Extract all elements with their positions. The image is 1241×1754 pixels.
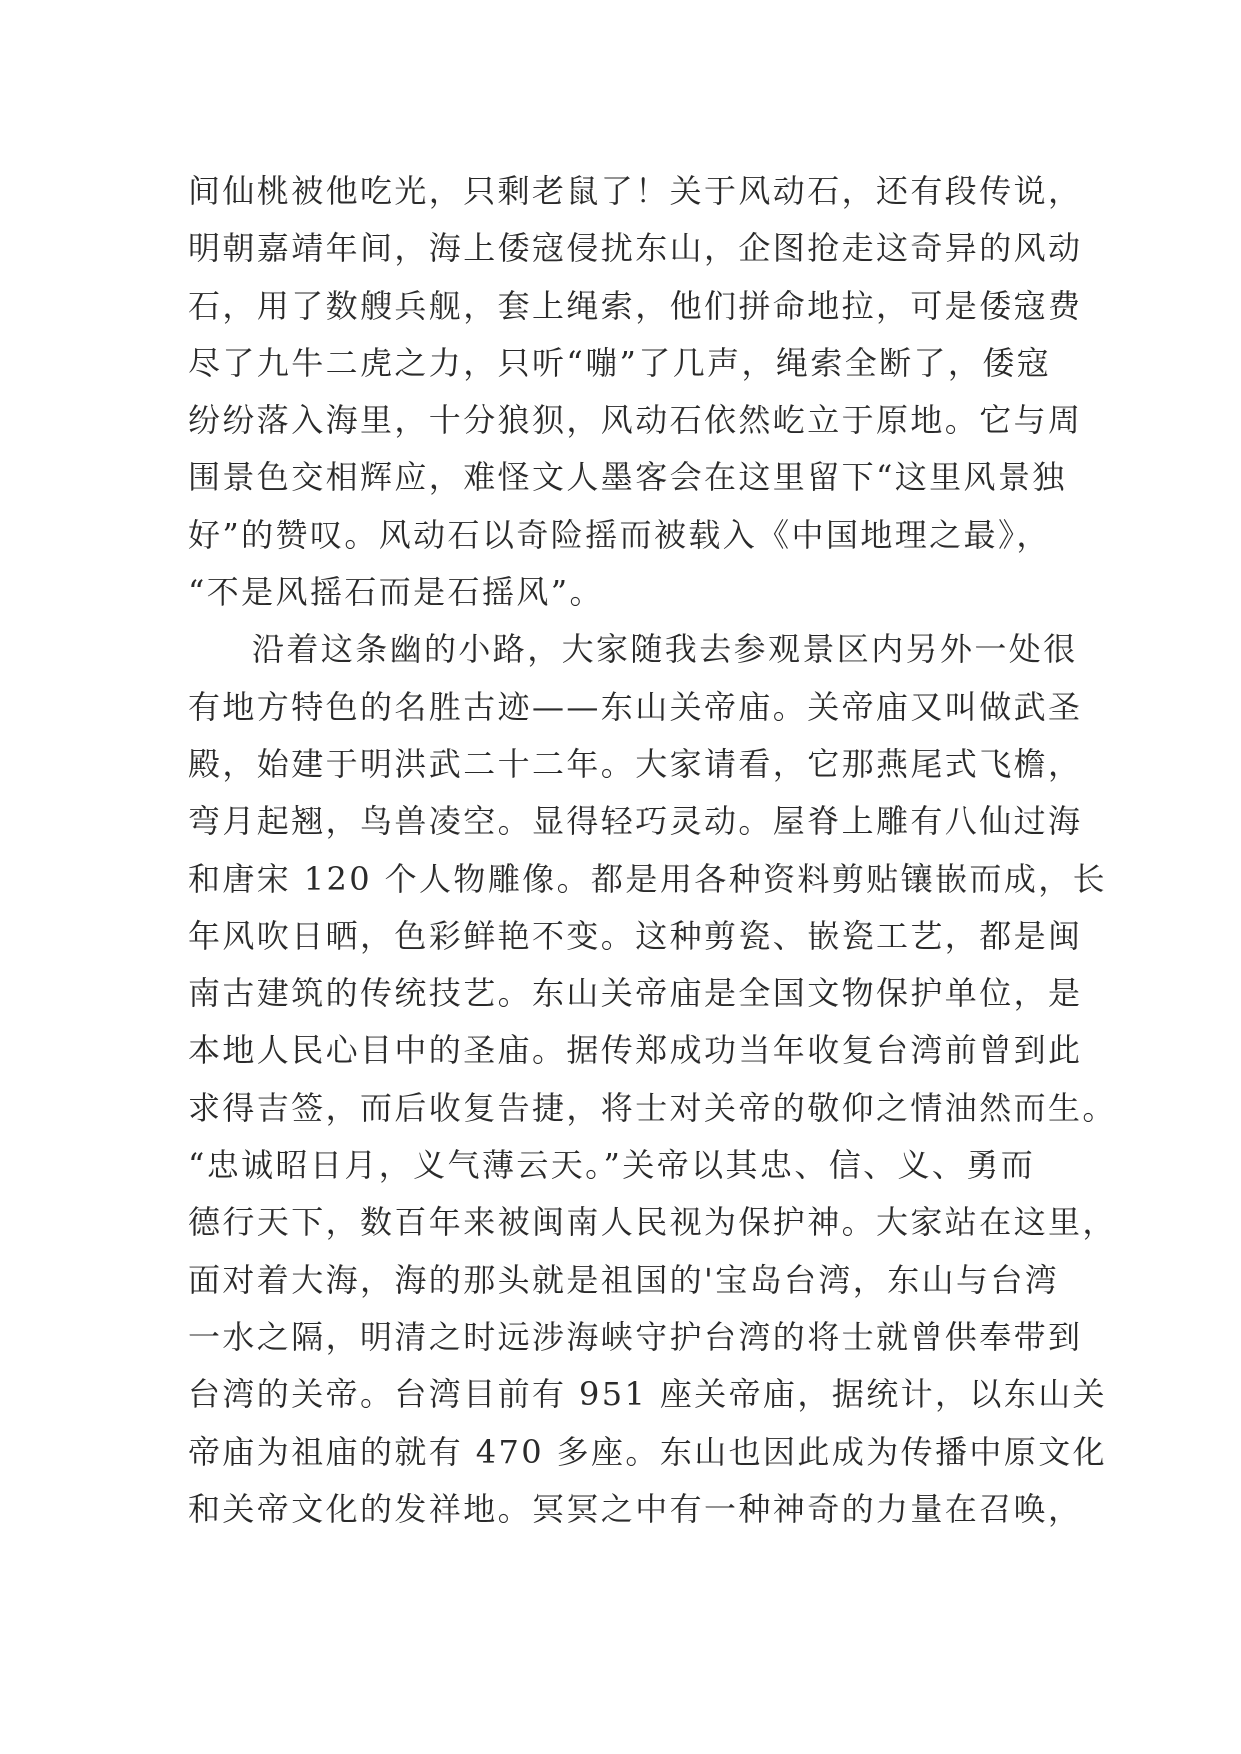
text-line-indented: 沿着这条幽的小路，大家随我去参观景区内另外一处很 bbox=[252, 630, 1078, 669]
text-line: 和唐宋 120 个人物雕像。都是用各种资料剪贴镶嵌而成，长 bbox=[188, 859, 1108, 898]
text-line: 围景色交相辉应，难怪文人墨客会在这里留下“这里风景独 bbox=[188, 458, 1067, 497]
paragraph-2 bbox=[188, 621, 1117, 1538]
text-line: 好”的赞叹。风动石以奇险摇而被载入《中国地理之最》， bbox=[188, 515, 1051, 554]
text-line: 纷纷落入海里，十分狼狈，风动石依然屹立于原地。它与周 bbox=[188, 401, 1083, 440]
text-line: 明朝嘉靖年间，海上倭寇侵扰东山，企图抢走这奇异的风动 bbox=[188, 229, 1083, 268]
text-line: 台湾的关帝。台湾目前有 951 座关帝庙，据统计，以东山关 bbox=[188, 1375, 1108, 1414]
text-line: 本地人民心目中的圣庙。据传郑成功当年收复台湾前曾到此 bbox=[188, 1031, 1083, 1070]
text-line: 一水之隔，明清之时远涉海峡守护台湾的将士就曾供奉带到 bbox=[188, 1317, 1083, 1356]
text-line: 南古建筑的传统技艺。东山关帝庙是全国文物保护单位，是 bbox=[188, 974, 1083, 1013]
text-line: 求得吉签，而后收复告捷，将士对关帝的敬仰之情油然而生。 bbox=[188, 1088, 1117, 1127]
text-line: “不是风摇石而是石摇风”。 bbox=[188, 573, 604, 612]
text-line: “忠诚昭日月，义气薄云天。”关帝以其忠、信、义、勇而 bbox=[188, 1146, 1036, 1185]
text-line: 间仙桃被他吃光，只剩老鼠了！关于风动石，还有段传说， bbox=[188, 172, 1083, 210]
document-body bbox=[188, 163, 1117, 1538]
text-line: 弯月起翘，鸟兽凌空。显得轻巧灵动。屋脊上雕有八仙过海 bbox=[188, 802, 1083, 841]
text-line: 面对着大海，海的那头就是祖国的'宝岛台湾，东山与台湾 bbox=[188, 1260, 1060, 1299]
text-line: 帝庙为祖庙的就有 470 多座。东山也因此成为传播中原文化 bbox=[188, 1432, 1108, 1471]
text-line: 年风吹日晒，色彩鲜艳不变。这种剪瓷、嵌瓷工艺，都是闽 bbox=[188, 916, 1083, 955]
text-line: 石，用了数艘兵舰，套上绳索，他们拼命地拉，可是倭寇费 bbox=[188, 286, 1083, 325]
text-line: 尽了九牛二虎之力，只听“嘣”了几声，绳索全断了，倭寇 bbox=[188, 343, 1052, 382]
paragraph-1 bbox=[188, 163, 1083, 621]
text-line: 殿，始建于明洪武二十二年。大家请看，它那燕尾式飞檐， bbox=[188, 744, 1083, 783]
text-line: 德行天下，数百年来被闽南人民视为保护神。大家站在这里， bbox=[188, 1203, 1117, 1242]
text-line: 和关帝文化的发祥地。冥冥之中有一种神奇的力量在召唤， bbox=[188, 1489, 1083, 1528]
text-line: 有地方特色的名胜古迹——东山关帝庙。关帝庙又叫做武圣 bbox=[188, 687, 1083, 726]
